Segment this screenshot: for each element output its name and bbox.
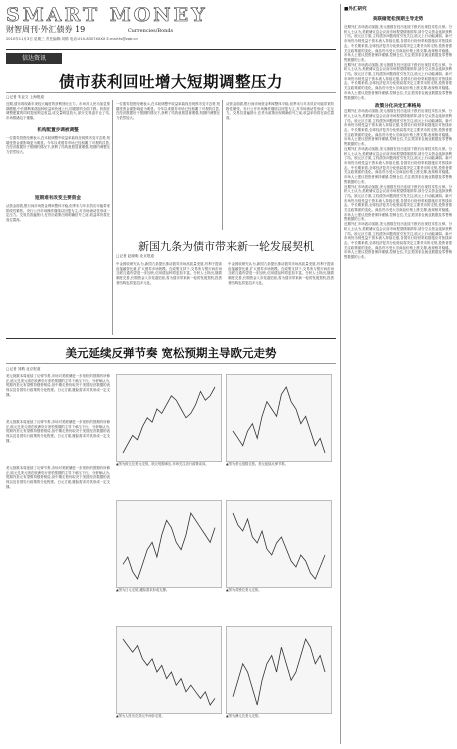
- masthead-rule: [6, 49, 336, 50]
- sidebar-rule: [340, 4, 341, 744]
- chart-caption: ▲图为英镑兑美元走势。: [226, 588, 262, 592]
- fx-col1: 美元指数本周延续了反弹节奏,市场对美联储进一步宽松的预期有所修正,欧元兑美元则在欧洲央行宽松预期的主导下承压下行。分析师认为,短期内美元有望维持强势格局,但中期走势仍取决于美国经济数据的表现以及各国央行政策的分化程度。日元方面,避险需求对其形成一定支撑。: [6, 374, 110, 397]
- section-divider: [6, 338, 336, 339]
- divider: [6, 363, 336, 364]
- main-headline: 债市获利回吐增大短期调整压力: [58, 72, 283, 91]
- main-col3: 从资金面看,银行间市场资金利率整体平稳,但季末与年末效应可能带来阶段性紧张。央行公开市场操作继续以回笼为主,对市场流动性形成一定压力。交易员普遍预计,在货币政策出现明确信号之前,收益率仍将在高位震荡。: [226, 102, 334, 121]
- sidebar-heading: ■外汇研究: [344, 7, 367, 12]
- fx-byline: □记者 刘鹤 北京报道: [6, 367, 41, 371]
- chart-caption: ▲图为欧元兑美元走势。欧元短期承压,市场关注央行政策动向。: [116, 462, 209, 466]
- sidebar-text: 近期外汇市场波动加剧,美元指数在经历连续下跌后出现技术性反弹。分析人士认为,美联储议息会议前市场观望情绪浓厚,部分空头资金选择获利了结。欧元区方面,主权债务问题再度引发关注,欧元上行动能减弱。新兴市场货币则受益于资本流入持续走强,各国央行纷纷采取措施应对热钱冲击。中长期来看,全球经济复苏分化格局将决定主要货币的走势,投资者需关注政策面的变化。商品货币受大宗商品价格上涨支撑,表现相对稳健。市场人士建议投资者保持谨慎,控制仓位,关注美国非农就业数据及零售销售数据的公布。: [344, 184, 452, 222]
- sidebar-text: 近期外汇市场波动加剧,美元指数在经历连续下跌后出现技术性反弹。分析人士认为,美联储议息会议前市场观望情绪浓厚,部分空头资金选择获利了结。欧元区方面,主权债务问题再度引发关注,欧元上行动能减弱。新兴市场货币则受益于资本流入持续走强,各国央行纷纷采取措施应对热钱冲击。中长期来看,全球经济复苏分化格局将决定主要货币的走势,投资者需关注政策面的变化。商品货币受大宗商品价格上涨支撑,表现相对稳健。市场人士建议投资者保持谨慎,控制仓位,关注美国非农就业数据及零售销售数据的公布。: [344, 25, 452, 62]
- series-line: [123, 513, 215, 579]
- main-col1c: 从资金面看,银行间市场资金利率整体平稳,但季末与年末效应可能带来阶段性紧张。央行公开市场操作继续以回笼为主,对市场流动性形成一定压力。交易员普遍预计,在货币政策出现明确信号之前,收益率仍将在高位震荡。: [6, 204, 110, 223]
- chart-caption: ▲图为美元指数走势。美元延续反弹节奏。: [226, 462, 288, 466]
- series-line: [233, 639, 325, 705]
- chart-caption: ▲图为日元走势,避险需求形成支撑。: [116, 588, 170, 592]
- fx-chart: [226, 500, 332, 588]
- funds-byline: □记者 赵晓明 北京报道: [116, 254, 155, 258]
- masthead-title: SMART MONEY: [6, 4, 208, 26]
- main-col2: 一位债券投资经理表示,在本轮调整中收益率曲线呈现熊市变平态势,短端受资金面影响更为明显。今年以来债券市场已经积累了可观的浮盈,在经济数据好于预期的情况下,获利了结的意愿显著增强,短期内调整压力依然较大。: [116, 102, 220, 121]
- funds-col2: 中金固收研究认为,新国九条提出推动债券市场高质量发展,有利于提高直接融资比重,扩大债券市场规模。在政策支持下,交易所与银行间市场互联互通有望进一步加快,信用债品种将更加丰富。分析人士指出,随着制度完善,长期资金入市渠道拓宽,将为债市带来新一轮的发展契机,投资者结构也将更趋多元化。: [228, 262, 334, 285]
- fx-chart: [116, 500, 222, 588]
- fx-headline: 美元延续反弹节奏 宽松预期主导欧元走势: [65, 346, 277, 360]
- series-line: [123, 639, 215, 705]
- sidebar-text: 近期外汇市场波动加剧,美元指数在经历连续下跌后出现技术性反弹。分析人士认为,美联储议息会议前市场观望情绪浓厚,部分空头资金选择获利了结。欧元区方面,主权债务问题再度引发关注,欧元上行动能减弱。新兴市场货币则受益于资本流入持续走强,各国央行纷纷采取措施应对热钱冲击。中长期来看,全球经济复苏分化格局将决定主要货币的走势,投资者需关注政策面的变化。商品货币受大宗商品价格上涨支撑,表现相对稳健。市场人士建议投资者保持谨慎,控制仓位,关注美国非农就业数据及零售销售数据的公布。: [344, 146, 452, 184]
- divider: [6, 92, 336, 93]
- fx-col1c: 美元指数本周延续了反弹节奏,市场对美联储进一步宽松的预期有所修正,欧元兑美元则在欧洲央行宽松预期的主导下承压下行。分析师认为,短期内美元有望维持强势格局,但中期走势仍取决于美国经济数据的表现以及各国央行政策的分化程度。日元方面,避险需求对其形成一定支撑。: [6, 466, 110, 489]
- sidebar-subhead: 政策分化决定汇率格局: [375, 104, 421, 110]
- series-line: [233, 387, 325, 453]
- chart-caption: ▲图为澳元兑美元走势。: [226, 714, 262, 718]
- fx-col1b: 美元指数本周延续了反弹节奏,市场对美联储进一步宽松的预期有所修正,欧元兑美元则在欧洲央行宽松预期的主导下承压下行。分析师认为,短期内美元有望维持强势格局,但中期走势仍取决于美国经济数据的表现以及各国央行政策的分化程度。日元方面,避险需求对其形成一定支撑。: [6, 420, 110, 443]
- sidebar-text: 近期外汇市场波动加剧,美元指数在经历连续下跌后出现技术性反弹。分析人士认为,美联储议息会议前市场观望情绪浓厚,部分空头资金选择获利了结。欧元区方面,主权债务问题再度引发关注,欧元上行动能减弱。新兴市场货币则受益于资本流入持续走强,各国央行纷纷采取措施应对热钱冲击。中长期来看,全球经济复苏分化格局将决定主要货币的走势,投资者需关注政策面的变化。商品货币受大宗商品价格上涨支撑,表现相对稳健。市场人士建议投资者保持谨慎,控制仓位,关注美国非农就业数据及零售销售数据的公布。: [344, 222, 452, 260]
- funds-col1: 中金固收研究认为,新国九条提出推动债券市场高质量发展,有利于提高直接融资比重,扩大债券市场规模。在政策支持下,交易所与银行间市场互联互通有望进一步加快,信用债品种将更加丰富。分析人士指出,随着制度完善,长期资金入市渠道拓宽,将为债市带来新一轮的发展契机,投资者结构也将更趋多元化。: [116, 262, 222, 285]
- fx-chart: [116, 374, 222, 462]
- sidebar: [344, 6, 452, 260]
- chart-caption: ▲图为人民币兑美元中间价走势。: [116, 714, 165, 718]
- column-rule: [112, 100, 113, 335]
- logo-badge: 信达资讯: [6, 53, 62, 64]
- sidebar-text: 近期外汇市场波动加剧,美元指数在经历连续下跌后出现技术性反弹。分析人士认为,美联储议息会议前市场观望情绪浓厚,部分空头资金选择获利了结。欧元区方面,主权债务问题再度引发关注,欧元上行动能减弱。新兴市场货币则受益于资本流入持续走强,各国央行纷纷采取措施应对热钱冲击。中长期来看,全球经济复苏分化格局将决定主要货币的走势,投资者需关注政策面的变化。商品货币受大宗商品价格上涨支撑,表现相对稳健。市场人士建议投资者保持谨慎,控制仓位,关注美国非农就业数据及零售销售数据的公布。: [344, 62, 452, 100]
- sidebar-text: 近期外汇市场波动加剧,美元指数在经历连续下跌后出现技术性反弹。分析人士认为,美联储议息会议前市场观望情绪浓厚,部分空头资金选择获利了结。欧元区方面,主权债务问题再度引发关注,欧元上行动能减弱。新兴市场货币则受益于资本流入持续走强,各国央行纷纷采取措施应对热钱冲击。中长期来看,全球经济复苏分化格局将决定主要货币的走势,投资者需关注政策面的变化。商品货币受大宗商品价格上涨支撑,表现相对稳健。市场人士建议投资者保持谨慎,控制仓位,关注美国非农就业数据及零售销售数据的公布。: [344, 109, 452, 147]
- funds-headline: 新国九条为债市带来新一轮发展契机: [138, 240, 314, 253]
- sidebar-subhead: 美联储宽松预期主导走势: [372, 17, 424, 22]
- main-col1b: 一位债券投资经理表示,在本轮调整中收益率曲线呈现熊市变平态势,短端受资金面影响更为明显。今年以来债券市场已经积累了可观的浮盈,在经济数据好于预期的情况下,获利了结的意愿显著增强,短期内调整压力依然较大。: [6, 136, 110, 155]
- section-name: 财智周刊·外汇债券 19: [6, 25, 86, 34]
- series-line: [123, 387, 215, 453]
- main-byline: □记者 朱亚文 上海报道: [6, 95, 45, 99]
- fx-chart: [226, 626, 332, 714]
- fx-chart: [116, 626, 222, 714]
- main-subhead2: 短期难有改变主要资金: [35, 196, 81, 201]
- series-line: [233, 513, 325, 579]
- section-name-en: Currencies/Bonds: [127, 28, 174, 34]
- masthead-subtitle: [6, 24, 173, 35]
- column-rule: [222, 100, 223, 230]
- masthead-meta: 2010年11月3日 星期三 责任编辑:刘鹤 电话:010-8307XXXX E-mail:fx@zqb.cn: [6, 37, 138, 41]
- main-subhead1: 机构配置步调被调整: [37, 128, 79, 133]
- fx-chart: [226, 374, 332, 462]
- main-col1: 近期,债市再现新年来较大幅度的获利回吐压力。市场对人民币加息预期增强,中长期利率债品种收益率快速上行,国债期货全面下跌。机构在调整配置的同时提前锁定收益,成交量明显放大,部分交易盘平仓了结,市场情绪趋于谨慎。: [6, 102, 110, 121]
